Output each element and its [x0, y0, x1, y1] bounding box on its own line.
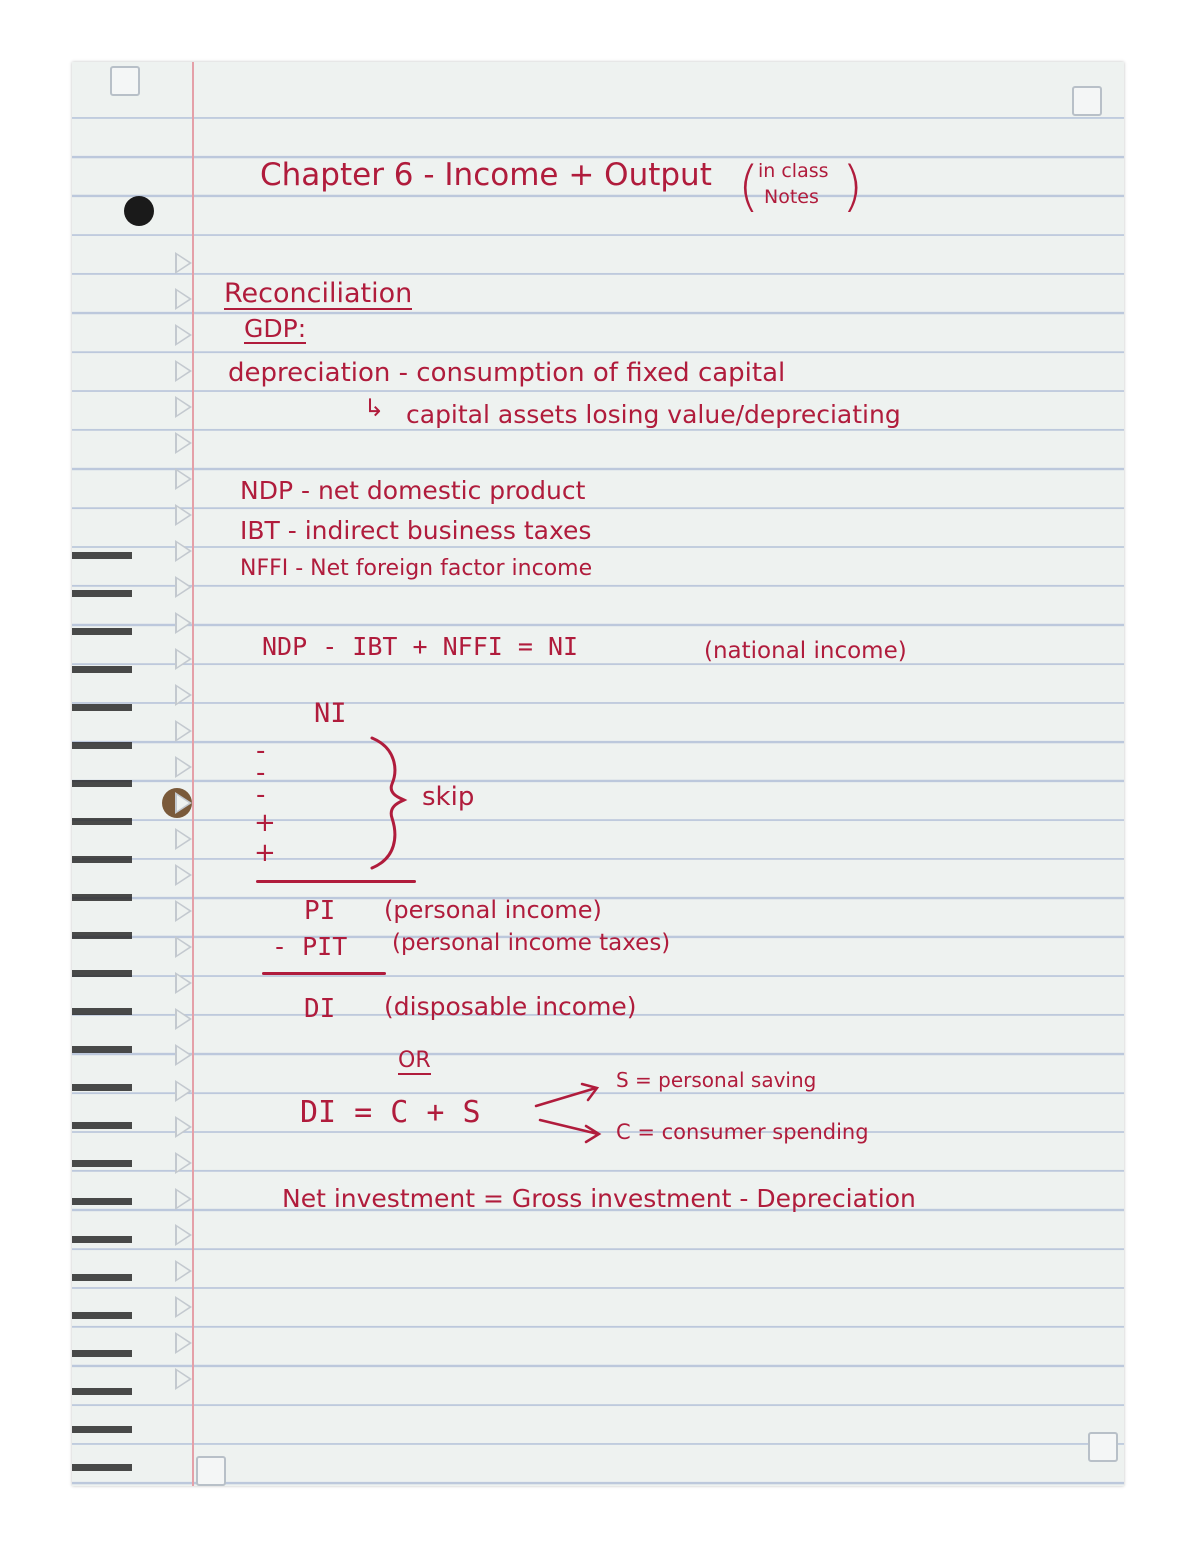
arrow-down-icon	[540, 1120, 599, 1142]
depreciation-subnote: capital assets losing value/depreciating	[406, 400, 901, 429]
open-paren-icon: (	[738, 155, 760, 218]
sign-item: +	[254, 808, 276, 838]
title-aside-line1: in class	[758, 160, 829, 182]
page-title: Chapter 6 - Income + Output	[260, 157, 712, 193]
arrow-up-icon	[536, 1084, 597, 1106]
di-label: DI	[304, 994, 336, 1024]
depreciation-definition: depreciation - consumption of fixed capital	[228, 358, 786, 388]
or-label: OR	[398, 1048, 431, 1073]
pi-label: PI	[304, 896, 336, 926]
ni-label: NI	[314, 698, 347, 729]
skip-note: skip	[422, 782, 475, 812]
ni-equation-label: (national income)	[704, 638, 907, 664]
pi-description: (personal income)	[384, 896, 602, 924]
spending-definition: C = consumer spending	[616, 1120, 869, 1144]
ndp-definition: NDP - net domestic product	[240, 476, 586, 505]
saving-definition: S = personal saving	[616, 1068, 817, 1092]
di-equation: DI = C + S	[300, 1095, 481, 1130]
sign-item: -	[256, 736, 266, 766]
section-heading: Reconciliation	[224, 278, 413, 309]
pit-label: - PIT	[272, 932, 348, 961]
sum-rule	[256, 880, 416, 883]
pit-description: (personal income taxes)	[392, 930, 671, 956]
di-description: (disposable income)	[384, 992, 637, 1021]
gdp-label: GDP:	[244, 314, 307, 343]
sign-item: -	[256, 758, 266, 788]
nffi-definition: NFFI - Net foreign factor income	[240, 556, 593, 581]
sign-item: -	[256, 780, 266, 810]
close-paren-icon: )	[842, 155, 864, 218]
title-aside-line2: Notes	[764, 186, 819, 208]
ibt-definition: IBT - indirect business taxes	[240, 516, 592, 545]
sub-arrow-icon: ↳	[364, 394, 385, 422]
difference-rule	[262, 972, 386, 975]
brace-icon	[372, 738, 404, 868]
ni-equation: NDP - IBT + NFFI = NI	[262, 632, 579, 661]
net-investment-equation: Net investment = Gross investment - Depreciation	[282, 1184, 916, 1213]
sign-item: +	[254, 838, 276, 868]
